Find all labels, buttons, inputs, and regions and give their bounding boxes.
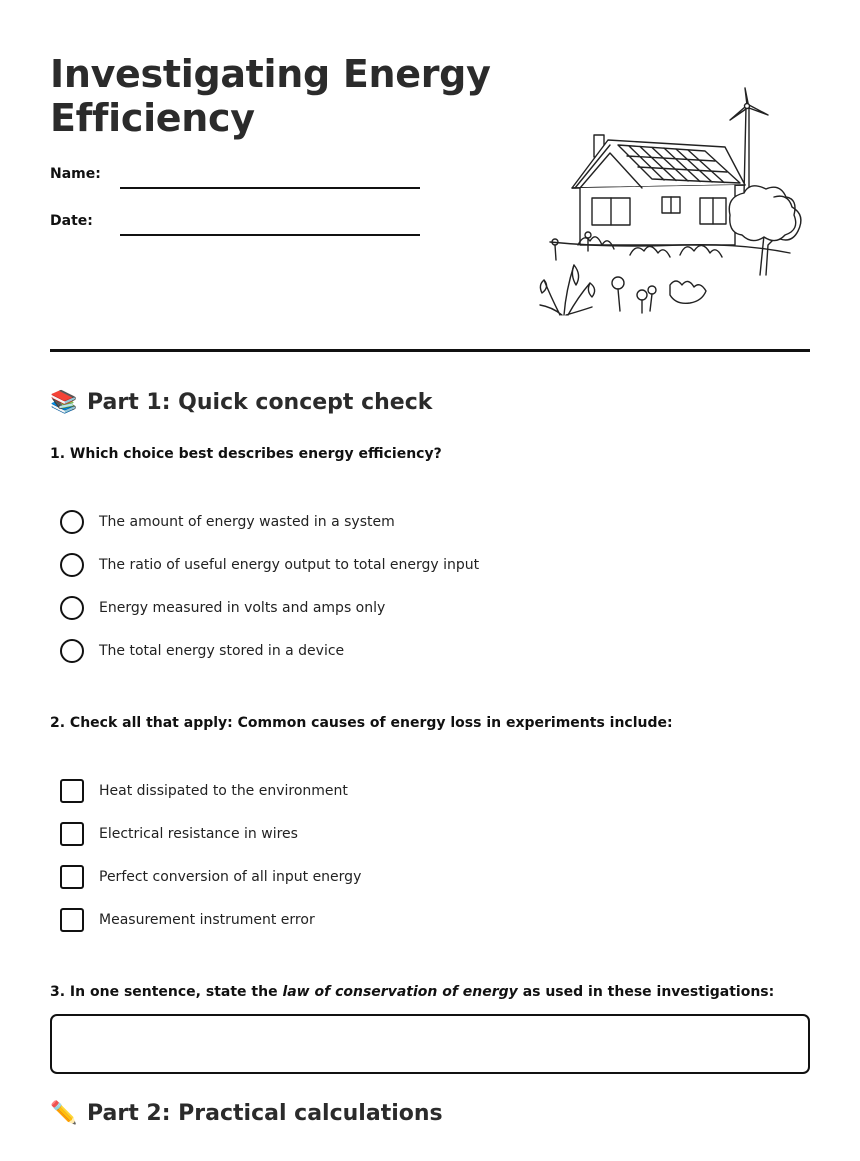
q3-answer-box[interactable] <box>50 1014 810 1074</box>
radio-button[interactable] <box>60 553 84 577</box>
question-1: 1. Which choice best describes energy efficiency? <box>50 446 442 462</box>
q1-option-1[interactable] <box>60 510 395 534</box>
plant-icon <box>540 265 595 315</box>
q1-option-2[interactable] <box>60 553 479 577</box>
date-label: Date: <box>50 213 93 229</box>
question-3-prefix: 3. In one sentence, state the <box>50 984 278 1000</box>
q1-option-4[interactable] <box>60 639 344 663</box>
option-label: Energy measured in volts and amps only <box>99 600 386 616</box>
option-label: Perfect conversion of all input energy <box>99 869 362 885</box>
option-label: The amount of energy wasted in a system <box>99 514 395 530</box>
eco-house-illustration <box>530 85 815 320</box>
question-3 <box>50 984 774 1000</box>
name-field[interactable] <box>120 187 420 189</box>
option-label: The total energy stored in a device <box>99 643 345 659</box>
option-label: The ratio of useful energy output to total energy input <box>99 557 480 573</box>
worksheet-title: Investigating Energy Efficiency <box>50 52 491 140</box>
part1-heading <box>50 390 432 415</box>
q2-option-1[interactable] <box>60 779 348 803</box>
tree-icon <box>729 186 801 275</box>
header-divider <box>50 349 810 352</box>
part2-heading-text: Part 2: Practical calculations <box>87 1101 443 1126</box>
part2-heading <box>50 1101 443 1126</box>
name-label: Name: <box>50 166 101 182</box>
pencil-icon: ✏️ <box>50 1101 78 1126</box>
checkbox[interactable] <box>60 865 84 889</box>
q2-option-3[interactable] <box>60 865 361 889</box>
part1-heading-text: Part 1: Quick concept check <box>87 390 433 415</box>
question-3-emphasis: law of conservation of energy <box>282 984 518 1000</box>
date-field[interactable] <box>120 234 420 236</box>
checkbox[interactable] <box>60 779 84 803</box>
question-2: 2. Check all that apply: Common causes of energy loss in experiments include: <box>50 715 673 731</box>
radio-button[interactable] <box>60 510 84 534</box>
option-label: Heat dissipated to the environment <box>99 783 348 799</box>
q2-option-4[interactable] <box>60 908 315 932</box>
checkbox[interactable] <box>60 908 84 932</box>
option-label: Electrical resistance in wires <box>99 826 298 842</box>
checkbox[interactable] <box>60 822 84 846</box>
radio-button[interactable] <box>60 639 84 663</box>
question-3-suffix: as used in these investigations: <box>522 984 775 1000</box>
option-label: Measurement instrument error <box>99 912 315 928</box>
q2-option-2[interactable] <box>60 822 298 846</box>
books-icon: 📚 <box>50 390 78 415</box>
q1-option-3[interactable] <box>60 596 385 620</box>
radio-button[interactable] <box>60 596 84 620</box>
